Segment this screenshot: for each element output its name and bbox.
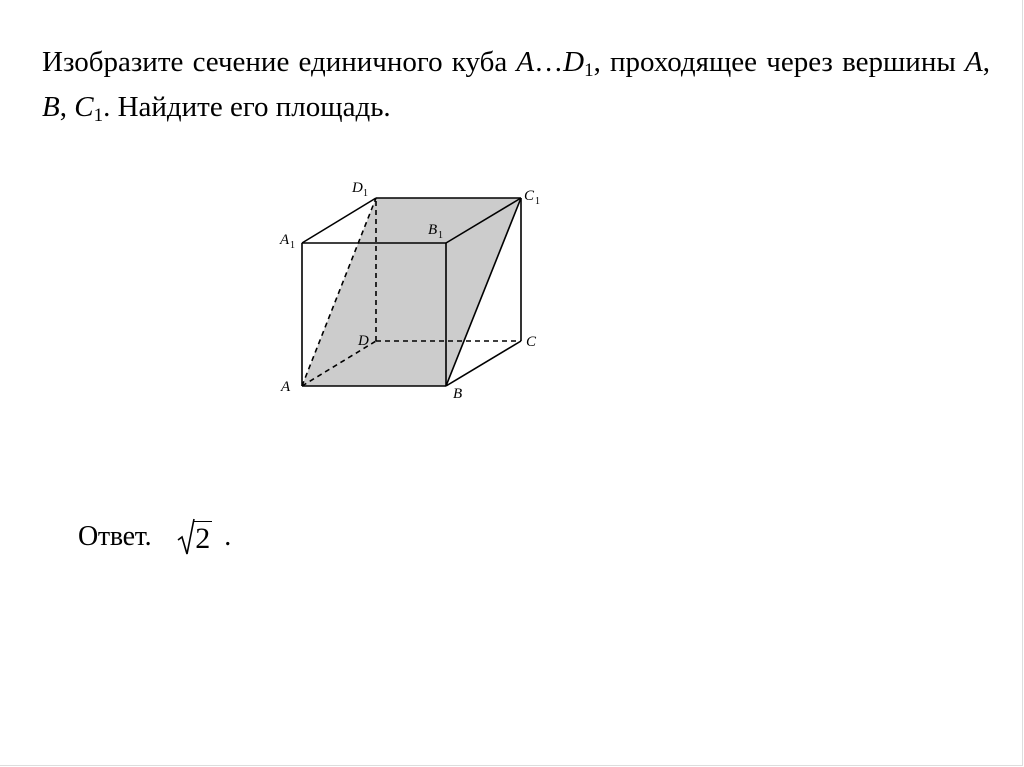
answer-label: Ответ. <box>78 521 152 552</box>
answer-value <box>177 518 212 556</box>
problem-statement: Изобразите сечение единичного куба $A\dots D_1$, проходящее через вершины A, B, $C_1$. Найдите его площадь. <box>42 46 990 126</box>
cross-section-abc1d1 <box>302 198 521 386</box>
label-a1: A <box>280 232 290 248</box>
sqrt-radicand: 2 <box>195 522 211 555</box>
cube-start-vertex: A <box>516 46 535 78</box>
vertex-c1-ref: C <box>74 91 94 123</box>
label-b1: B <box>428 222 438 238</box>
cube-end-vertex: D <box>563 46 585 78</box>
label-c1: C <box>524 188 535 204</box>
label-d1: D <box>352 180 363 196</box>
label-c: C <box>526 334 537 350</box>
vertex-b-ref: B <box>42 91 60 123</box>
label-d: D <box>358 333 369 349</box>
answer-period: . <box>224 521 232 552</box>
label-d1-sub: 1 <box>363 188 368 199</box>
vertex-a-ref: A <box>965 46 983 78</box>
label-a1-sub: 1 <box>290 240 295 251</box>
label-c1-sub: 1 <box>535 196 540 207</box>
label-b: B <box>453 386 463 402</box>
label-a: A <box>281 379 291 395</box>
answer-row <box>78 512 231 562</box>
label-b1-sub: 1 <box>438 230 443 241</box>
cube-svg <box>270 170 570 410</box>
cube-diagram <box>270 170 570 410</box>
